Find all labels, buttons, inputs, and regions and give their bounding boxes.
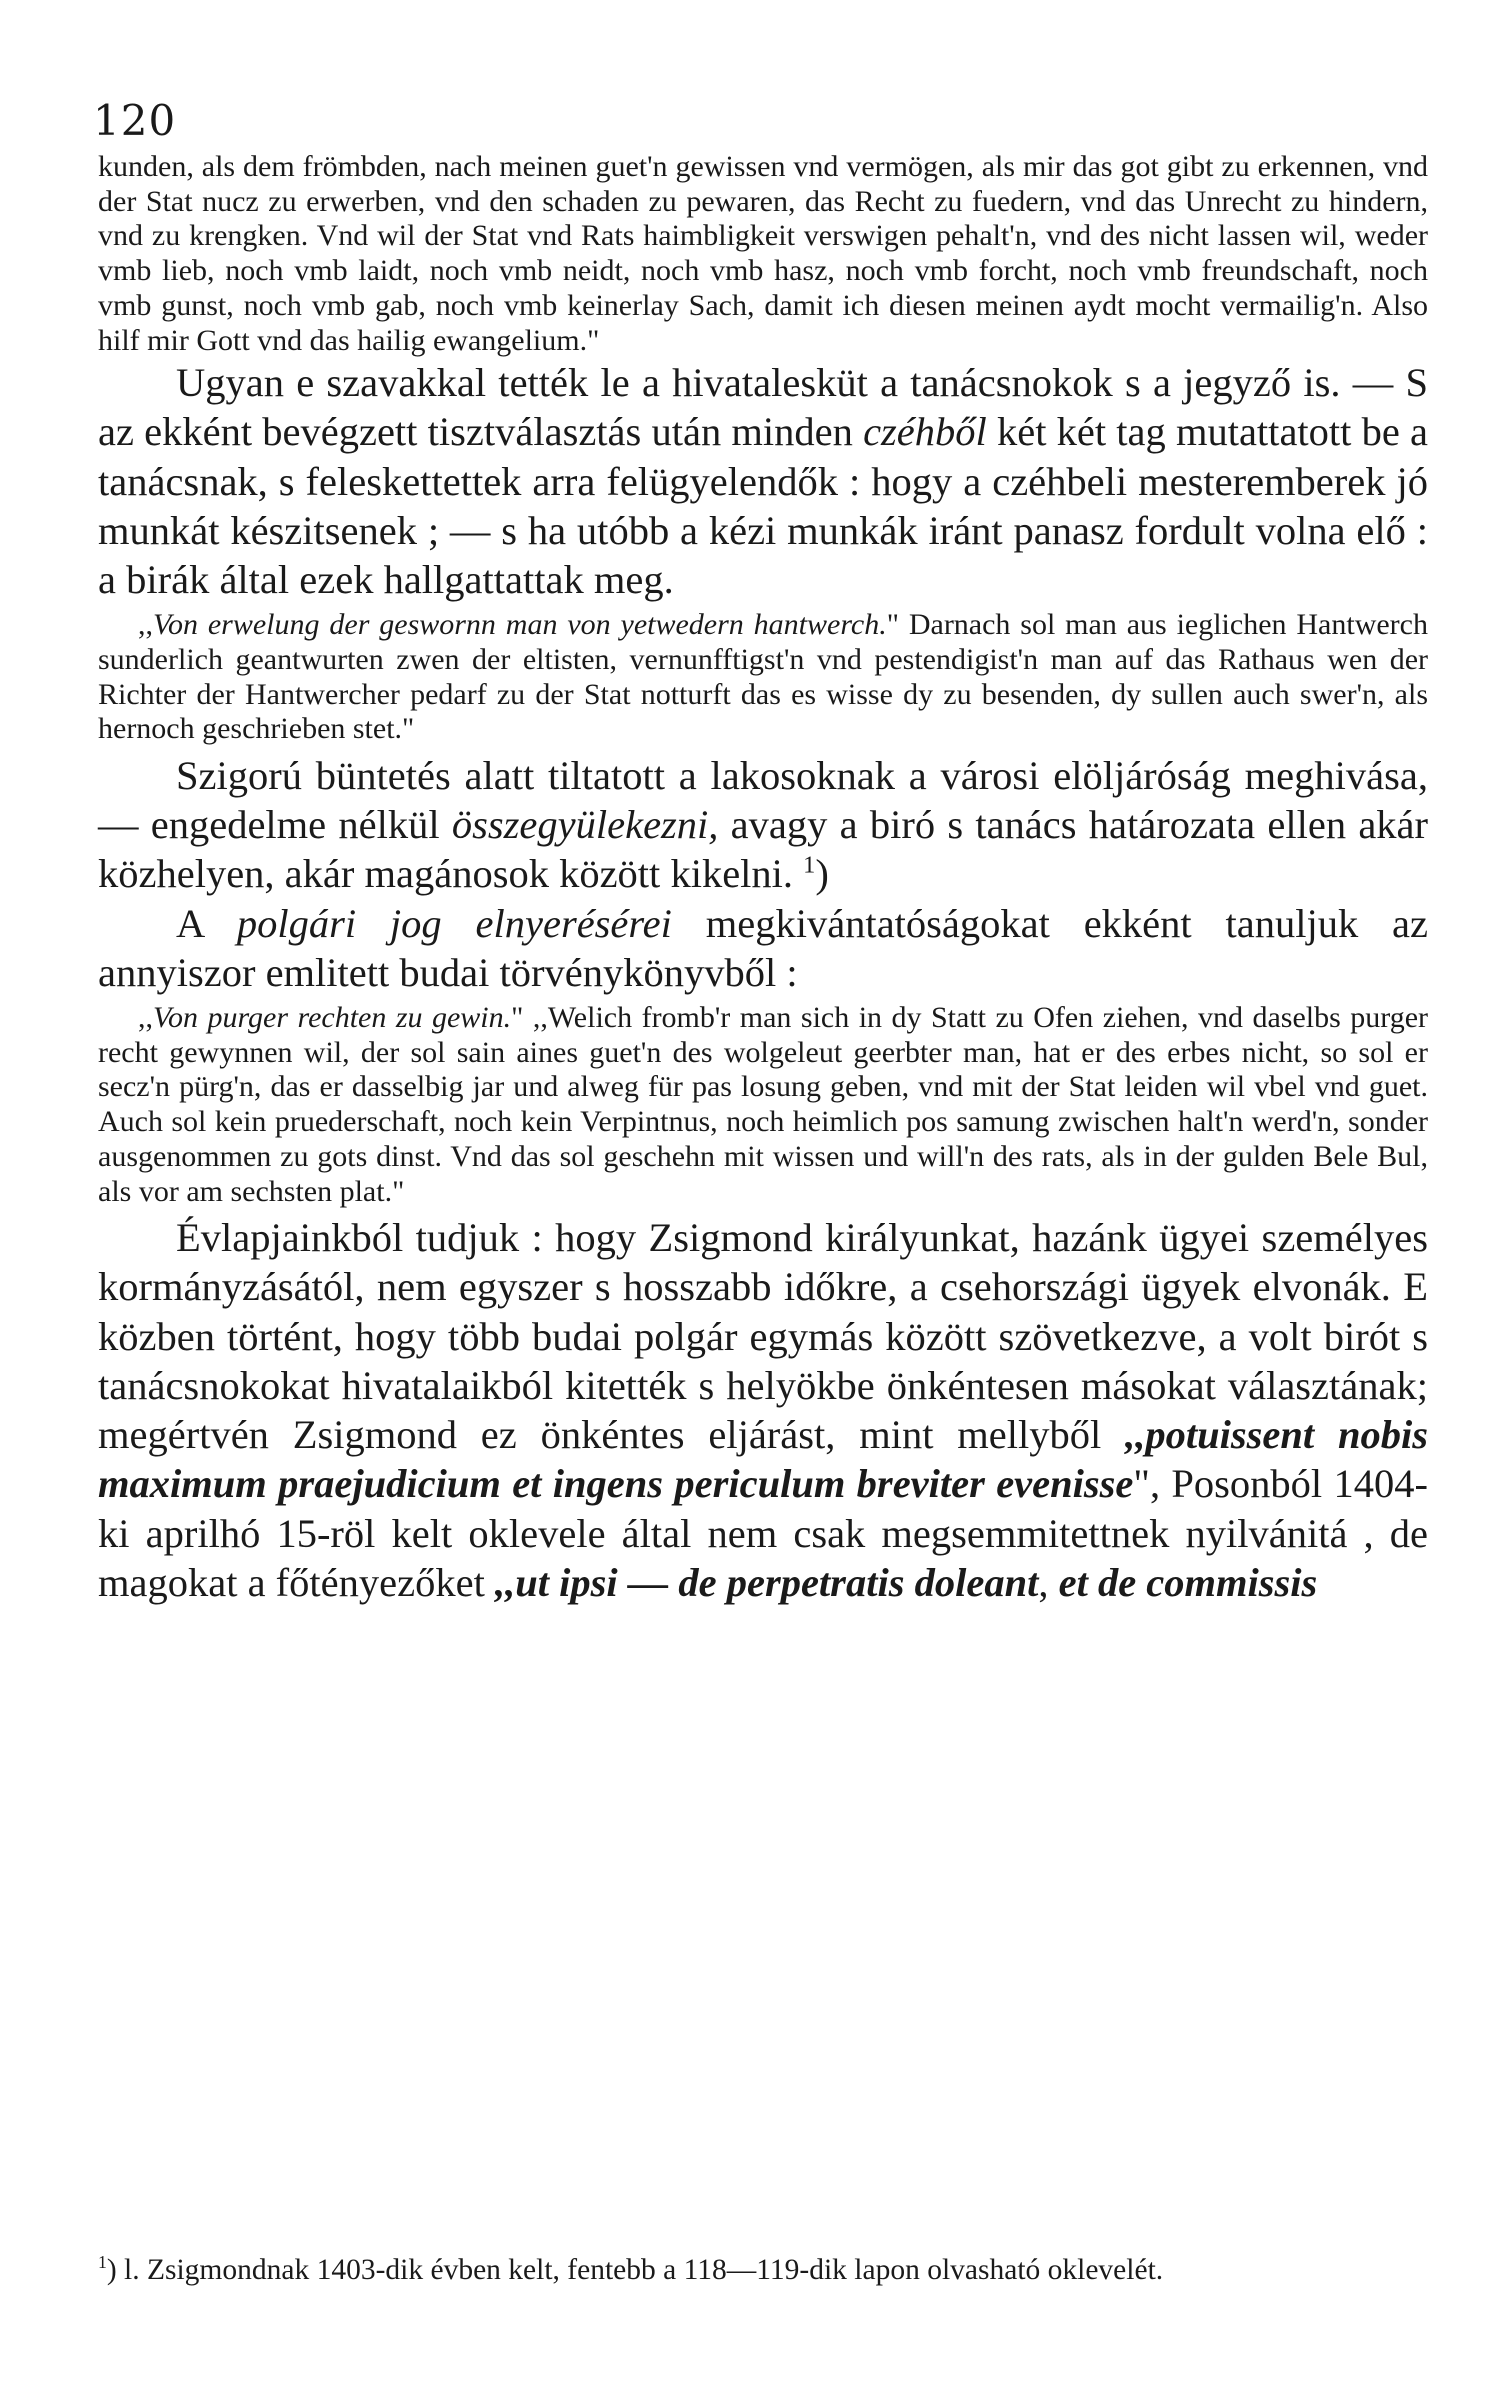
text-run: Ugyan e szavakkal tették le a hivatalesküt a tanácsnokok s a jegyző is. — S az ekként bevégzett tisztválasztás után minden [98, 360, 1428, 455]
quote-open-mark: ,, [138, 1001, 153, 1035]
text-run: ", Posonból 1404-ki aprilhó 15-röl kelt oklevele által nem csak megsemmitettnek nyilvánitá , de magokat a főtényezőket [98, 1461, 1428, 1605]
text-run: két két tag mutattatott be a tanácsnak, s feleskettettek arra felügyelendők : hogy a czéhbeli mesteremberek jó munkát készitsenek ; — s ha utóbb a kézi munkák iránt panasz fordult volna elő : a birák által ezek hallgattattak meg. [98, 409, 1428, 603]
main-paragraph-1 [98, 358, 1428, 604]
quote-open-mark: ,, [138, 608, 153, 642]
quote-paragraph-2 [98, 608, 1428, 747]
footnote-text: ) l. Zsigmondnak 1403-dik évben kelt, fentebb a 118—119-dik lapon olvasható oklevelét. [106, 2254, 1164, 2286]
footnote-reference: 1 [803, 851, 816, 879]
text-run: Szigorú büntetés alatt tiltatott a lakosoknak a városi elöljáróság meghivása, — engedelme nélkül [98, 753, 1428, 848]
italic-term: polgári jog elnyerésérei [236, 900, 672, 946]
latin-quote: ,,ut ipsi — de perpetratis doleant [494, 1559, 1039, 1605]
quote-heading: Von purger rechten zu gewin. [153, 1001, 512, 1035]
text-run: Évlapjainkból tudjuk : hogy Zsigmond királyunkat, hazánk ügyei személyes kormányzásától, nem egyszer s hosszabb időkre, a csehországi ügyek elvonák. E közben történt, hogy több budai polgár egymás között szövetkezve, a volt birót s tanácsnokokat hivatalaikból kitették s helyökbe önkéntesen másokat választának; megértvén Zsigmond ez önkéntes eljárást, mint mellyből [98, 1215, 1428, 1458]
quote-heading: Von erwelung der geswornn man von yetwedern hantwerch. [153, 608, 887, 642]
text-run: A [176, 900, 237, 946]
text-run: " Darnach sol man aus ieglichen Hantwerch sunderlich geantwurten zwen der eltisten, vernunfftigst'n vnd pestendigist'n man auf das Rathaus wen der Richter der Hantwercher pedarf zu der Stat notturft das es wisse dy zu besenden, dy sullen auch swer'n, als hernoch geschrieben stet." [98, 608, 1428, 746]
text-run: ) [815, 851, 829, 897]
text-run: megkivántatóságokat ekként tanuljuk az annyiszor emlitett budai törvénykönyvből : [98, 900, 1428, 995]
latin-quote: ,,potuissent nobis maximum praejudicium et ingens periculum breviter evenisse [98, 1412, 1428, 1507]
main-paragraph-2 [98, 751, 1428, 899]
text-run: avagy a biró s tanács határozata ellen akár közhelyen, akár magánosok között kikelni. [98, 802, 1429, 897]
quote-paragraph-3 [98, 1001, 1428, 1209]
page-number: 120 [93, 96, 177, 145]
quote-paragraph-1: kunden, als dem frömbden, nach meinen guet'n gewissen vnd vermögen, als mir das got gibt zu erkennen, vnd der Stat nucz zu erwerben, vnd den schaden zu pewaren, das Recht zu fuedern, vnd das Unrecht zu hindern, vnd zu krengken. Vnd wil der Stat vnd Rats haimbligkeit verswigen pehalt'n, vnd des nicht lassen wil, weder vmb lieb, noch vmb laidt, noch vmb neidt, noch vmb hasz, noch vmb forcht, noch vmb freundschaft, noch vmb gunst, noch vmb gab, noch vmb keinerlay Sach, damit ich diesen meinen aydt mocht vermailig'n. Also hilf mir Gott vnd das hailig ewangelium." [98, 150, 1428, 357]
italic-term: czéhből [863, 409, 987, 455]
text-run: , [1038, 1559, 1059, 1605]
footnote-marker: 1 [98, 2252, 107, 2273]
main-paragraph-4 [98, 1213, 1428, 1607]
body-text [98, 150, 1428, 1607]
italic-term: összegyülekezni, [451, 802, 719, 848]
main-paragraph-3 [98, 899, 1428, 997]
footnote [98, 2252, 1428, 2288]
latin-quote: et de commissis [1058, 1559, 1318, 1605]
text-run: " ,,Welich fromb'r man sich in dy Statt zu Ofen ziehen, vnd daselbs purger recht gewynnen wil, der sol sain aines guet'n des wolgeleut geerbter man, hat er des erbes nicht, so sol er secz'n pürg'n, das er dasselbig jar und alweg für pas losung geben, vnd mit der Stat leiden wil vbel vnd guet. Auch sol kein pruederschaft, noch kein Verpintnus, noch heimlich pos samung zwischen halt'n werd'n, sonder ausgenommen zu gots dinst. Vnd das sol geschehn mit wissen und will'n des rats, als in der gulden Bele Bul, als vor am sechsten plat." [98, 1001, 1429, 1208]
